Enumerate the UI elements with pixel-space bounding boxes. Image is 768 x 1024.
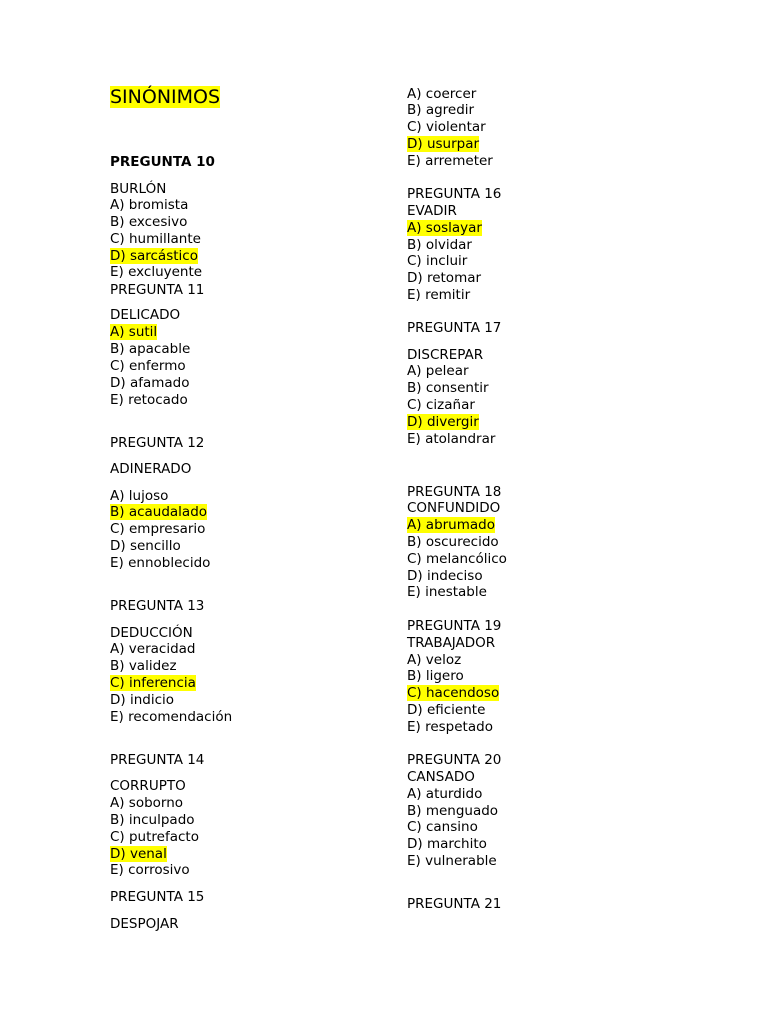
answer-option [110, 375, 190, 391]
answer-option [407, 136, 479, 152]
answer-option [110, 504, 207, 520]
answer-option [110, 555, 210, 571]
question-word [110, 916, 179, 932]
highlighted-answer-text: A) sutil [110, 324, 158, 340]
line-text: B) menguado [407, 803, 499, 819]
answer-option [407, 551, 507, 567]
question-word [407, 769, 475, 785]
answer-option [407, 380, 489, 396]
answer-option [110, 658, 177, 674]
question-word [407, 635, 495, 651]
line-text: E) excluyente [110, 264, 203, 280]
highlighted-answer-text: D) venal [110, 846, 167, 862]
question-word [110, 625, 193, 641]
answer-option [110, 829, 199, 845]
question-number [407, 896, 501, 912]
line-text: A) aturdido [407, 786, 483, 802]
answer-option [407, 836, 487, 852]
answer-option [110, 324, 157, 340]
answer-option [407, 668, 464, 684]
answer-option [110, 341, 190, 357]
line-text: DELICADO [110, 307, 181, 323]
answer-option [110, 214, 187, 230]
line-text: B) ligero [407, 668, 464, 684]
answer-option [407, 397, 475, 413]
line-text: D) indicio [110, 692, 175, 708]
answer-option [407, 287, 470, 303]
line-text: C) melancólico [407, 551, 507, 567]
line-text: E) atolandrar [407, 431, 496, 447]
line-text: E) arremeter [407, 153, 493, 169]
line-text: C) cansino [407, 819, 478, 835]
answer-option [110, 709, 232, 725]
question-word [110, 778, 186, 794]
line-text: D) indeciso [407, 568, 483, 584]
answer-option [110, 675, 196, 691]
line-text: PREGUNTA 19 [407, 618, 502, 634]
question-number [407, 186, 501, 202]
highlighted-answer-text: D) usurpar [407, 136, 480, 152]
line-text: B) agredir [407, 102, 475, 118]
line-text: C) humillante [110, 231, 201, 247]
line-text: PREGUNTA 15 [110, 889, 205, 905]
question-number [110, 752, 204, 768]
line-text: CONFUNDIDO [407, 500, 501, 516]
line-text: D) marchito [407, 836, 487, 852]
answer-option [110, 488, 168, 504]
line-text: E) corrosivo [110, 862, 190, 878]
line-text: E) inestable [407, 584, 487, 600]
question-number [407, 484, 501, 500]
line-text: C) enfermo [110, 358, 186, 374]
answer-option [407, 414, 479, 430]
line-text: B) oscurecido [407, 534, 499, 550]
highlighted-answer-text: A) soslayar [407, 220, 482, 236]
highlighted-answer-text: D) divergir [407, 414, 479, 430]
title-text: SINÓNIMOS [110, 86, 221, 108]
line-text: C) putrefacto [110, 829, 199, 845]
line-text: A) veracidad [110, 641, 196, 657]
answer-option [110, 641, 196, 657]
line-text: PREGUNTA 16 [407, 186, 502, 202]
answer-option [407, 568, 483, 584]
page-title [110, 86, 220, 108]
line-text: D) retomar [407, 270, 482, 286]
answer-option [407, 685, 499, 701]
answer-option [407, 363, 469, 379]
line-text: ADINERADO [110, 461, 192, 477]
answer-option [407, 270, 481, 286]
line-text: TRABAJADOR [407, 635, 496, 651]
answer-option [110, 392, 188, 408]
question-number [407, 752, 501, 768]
question-number [407, 618, 501, 634]
answer-option [110, 197, 188, 213]
line-text: PREGUNTA 17 [407, 320, 502, 336]
line-text: CORRUPTO [110, 778, 186, 794]
line-text: PREGUNTA 18 [407, 484, 502, 500]
answer-option [407, 652, 461, 668]
line-text: B) inculpado [110, 812, 195, 828]
line-text: PREGUNTA 12 [110, 435, 205, 451]
line-text: C) violentar [407, 119, 486, 135]
line-text: A) soborno [110, 795, 184, 811]
answer-option [110, 264, 202, 280]
highlighted-answer-text: B) acaudalado [110, 504, 208, 520]
answer-option [407, 702, 485, 718]
line-text: PREGUNTA 11 [110, 282, 205, 298]
answer-option [110, 521, 205, 537]
line-text: A) coercer [407, 86, 477, 102]
answer-option [407, 803, 498, 819]
line-text: C) cizañar [407, 397, 475, 413]
answer-option [407, 584, 487, 600]
answer-option [407, 517, 495, 533]
line-text: DEDUCCIÓN [110, 625, 193, 641]
answer-option [110, 358, 186, 374]
line-text: PREGUNTA 21 [407, 896, 502, 912]
answer-option [110, 846, 167, 862]
line-text: B) consentir [407, 380, 489, 396]
highlighted-answer-text: D) sarcástico [110, 248, 198, 264]
line-text: PREGUNTA 14 [110, 752, 205, 768]
line-text: EVADIR [407, 203, 457, 219]
answer-option [110, 795, 183, 811]
line-text: A) veloz [407, 652, 462, 668]
line-text: B) apacable [110, 341, 191, 357]
line-text: D) afamado [110, 375, 190, 391]
line-text: E) recomendación [110, 709, 233, 725]
answer-option [407, 102, 474, 118]
answer-option [407, 86, 476, 102]
answer-option [110, 538, 181, 554]
line-text: E) remitir [407, 287, 471, 303]
answer-option [407, 719, 493, 735]
line-text: B) olvidar [407, 237, 472, 253]
line-text: E) ennoblecido [110, 555, 211, 571]
answer-option [407, 220, 482, 236]
line-text: BURLÓN [110, 181, 167, 197]
question-number [110, 154, 215, 170]
line-text: B) validez [110, 658, 177, 674]
question-word [110, 307, 180, 323]
question-number [110, 889, 204, 905]
question-word [110, 181, 166, 197]
answer-option [407, 119, 486, 135]
question-number [110, 435, 204, 451]
question-word [407, 347, 483, 363]
answer-option [407, 253, 467, 269]
answer-option [407, 534, 499, 550]
question-word [407, 500, 500, 516]
line-text: C) empresario [110, 521, 206, 537]
line-text: DESPOJAR [110, 916, 179, 932]
answer-option [407, 819, 478, 835]
answer-option [407, 786, 482, 802]
answer-option [407, 853, 497, 869]
line-text: A) pelear [407, 363, 469, 379]
line-text: E) respetado [407, 719, 493, 735]
highlighted-answer-text: C) hacendoso [407, 685, 500, 701]
line-text: A) bromista [110, 197, 189, 213]
answer-option [110, 248, 198, 264]
line-text: E) vulnerable [407, 853, 497, 869]
answer-option [110, 692, 174, 708]
line-text: PREGUNTA 10 [110, 154, 215, 170]
answer-option [407, 153, 493, 169]
line-text: E) retocado [110, 392, 188, 408]
line-text: PREGUNTA 20 [407, 752, 502, 768]
line-text: C) incluir [407, 253, 468, 269]
answer-option [110, 862, 190, 878]
line-text: D) sencillo [110, 538, 181, 554]
line-text: B) excesivo [110, 214, 188, 230]
question-number [110, 598, 204, 614]
question-word [110, 461, 191, 477]
line-text: D) eficiente [407, 702, 486, 718]
highlighted-answer-text: C) inferencia [110, 675, 196, 691]
line-text: A) lujoso [110, 488, 169, 504]
question-number [407, 320, 501, 336]
question-number [110, 282, 204, 298]
line-text: DISCREPAR [407, 347, 484, 363]
answer-option [110, 812, 195, 828]
answer-option [110, 231, 201, 247]
answer-option [407, 431, 495, 447]
answer-option [407, 237, 472, 253]
line-text: PREGUNTA 13 [110, 598, 205, 614]
highlighted-answer-text: A) abrumado [407, 517, 495, 533]
line-text: CANSADO [407, 769, 475, 785]
question-word [407, 203, 457, 219]
